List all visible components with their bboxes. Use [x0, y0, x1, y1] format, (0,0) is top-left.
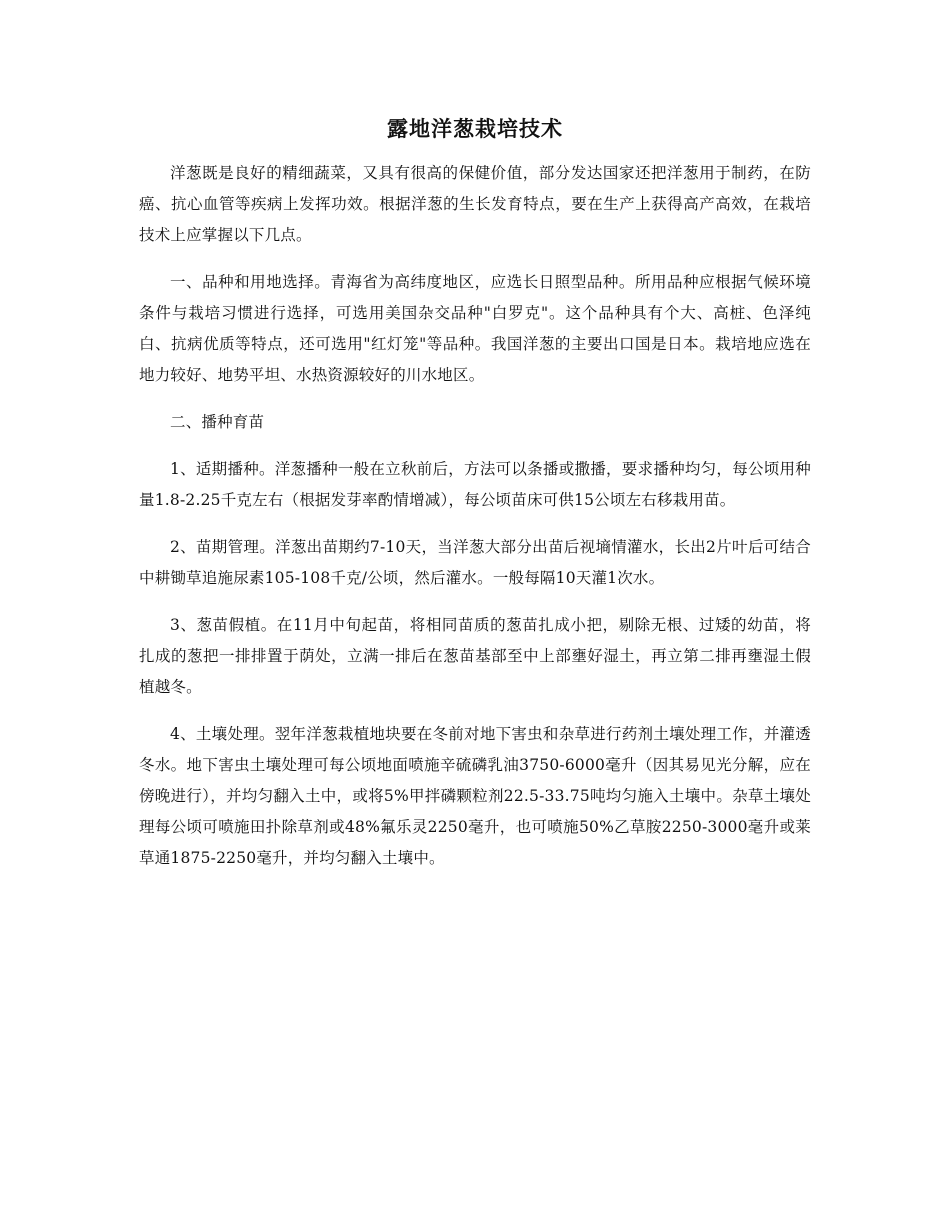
paragraph-timely-sowing: 1、适期播种。洋葱播种一般在立秋前后，方法可以条播或撒播，要求播种均匀，每公顷用种量1.8-2.25千克左右（根据发芽率酌情增减），每公顷苗床可供15公顷左右移栽用苗。: [139, 460, 811, 509]
paragraph-soil-treatment: 4、土壤处理。翌年洋葱栽植地块要在冬前对地下害虫和杂草进行药剂土壤处理工作，并灌透冬水。地下害虫土壤处理可每公顷地面喷施辛硫磷乳油3750-6000毫升（因其易见光分解，应在傍晚进行），并均匀翻入土中，或将5%甲拌磷颗粒剂22.5-33.75吨均匀施入土壤中。杂草土壤处理每公顷可喷施田扑除草剂或48%氟乐灵2250毫升，也可喷施50%乙草胺2250-3000毫升或莱草通1875-2250毫升，并均匀翻入土壤中。: [139, 725, 811, 867]
document-body: [139, 112, 811, 890]
section-heading-sowing-seedlings: 二、播种育苗: [170, 413, 265, 431]
paragraph-variety-land-selection: 一、品种和用地选择。青海省为高纬度地区，应选长日照型品种。所用品种应根据气候环境条件与栽培习惯进行选择，可选用美国杂交品种"白罗克"。这个品种具有个大、高桩、色泽纯白、抗病优质等特点，还可选用"红灯笼"等品种。我国洋葱的主要出口国是日本。栽培地应选在地力较好、地势平坦、水热资源较好的川水地区。: [139, 273, 811, 384]
paragraph-seedling-heeling-in: 3、葱苗假植。在11月中旬起苗，将相同苗质的葱苗扎成小把，剔除无根、过矮的幼苗，将扎成的葱把一排排置于荫处，立满一排后在葱苗基部至中上部壅好湿土，再立第二排再壅湿土假植越冬。: [139, 616, 811, 696]
paragraph-intro: 洋葱既是良好的精细蔬菜，又具有很高的保健价值，部分发达国家还把洋葱用于制药，在防癌、抗心血管等疾病上发挥功效。根据洋葱的生长发育特点，要在生产上获得高产高效，在栽培技术上应掌握以下几点。: [139, 164, 811, 244]
paragraph-seedling-management: 2、苗期管理。洋葱出苗期约7-10天，当洋葱大部分出苗后视墒情灌水，长出2片叶后可结合中耕锄草追施尿素105-108千克/公顷，然后灌水。一般每隔10天灌1次水。: [139, 538, 811, 587]
document-title: 露地洋葱栽培技术: [387, 117, 563, 141]
